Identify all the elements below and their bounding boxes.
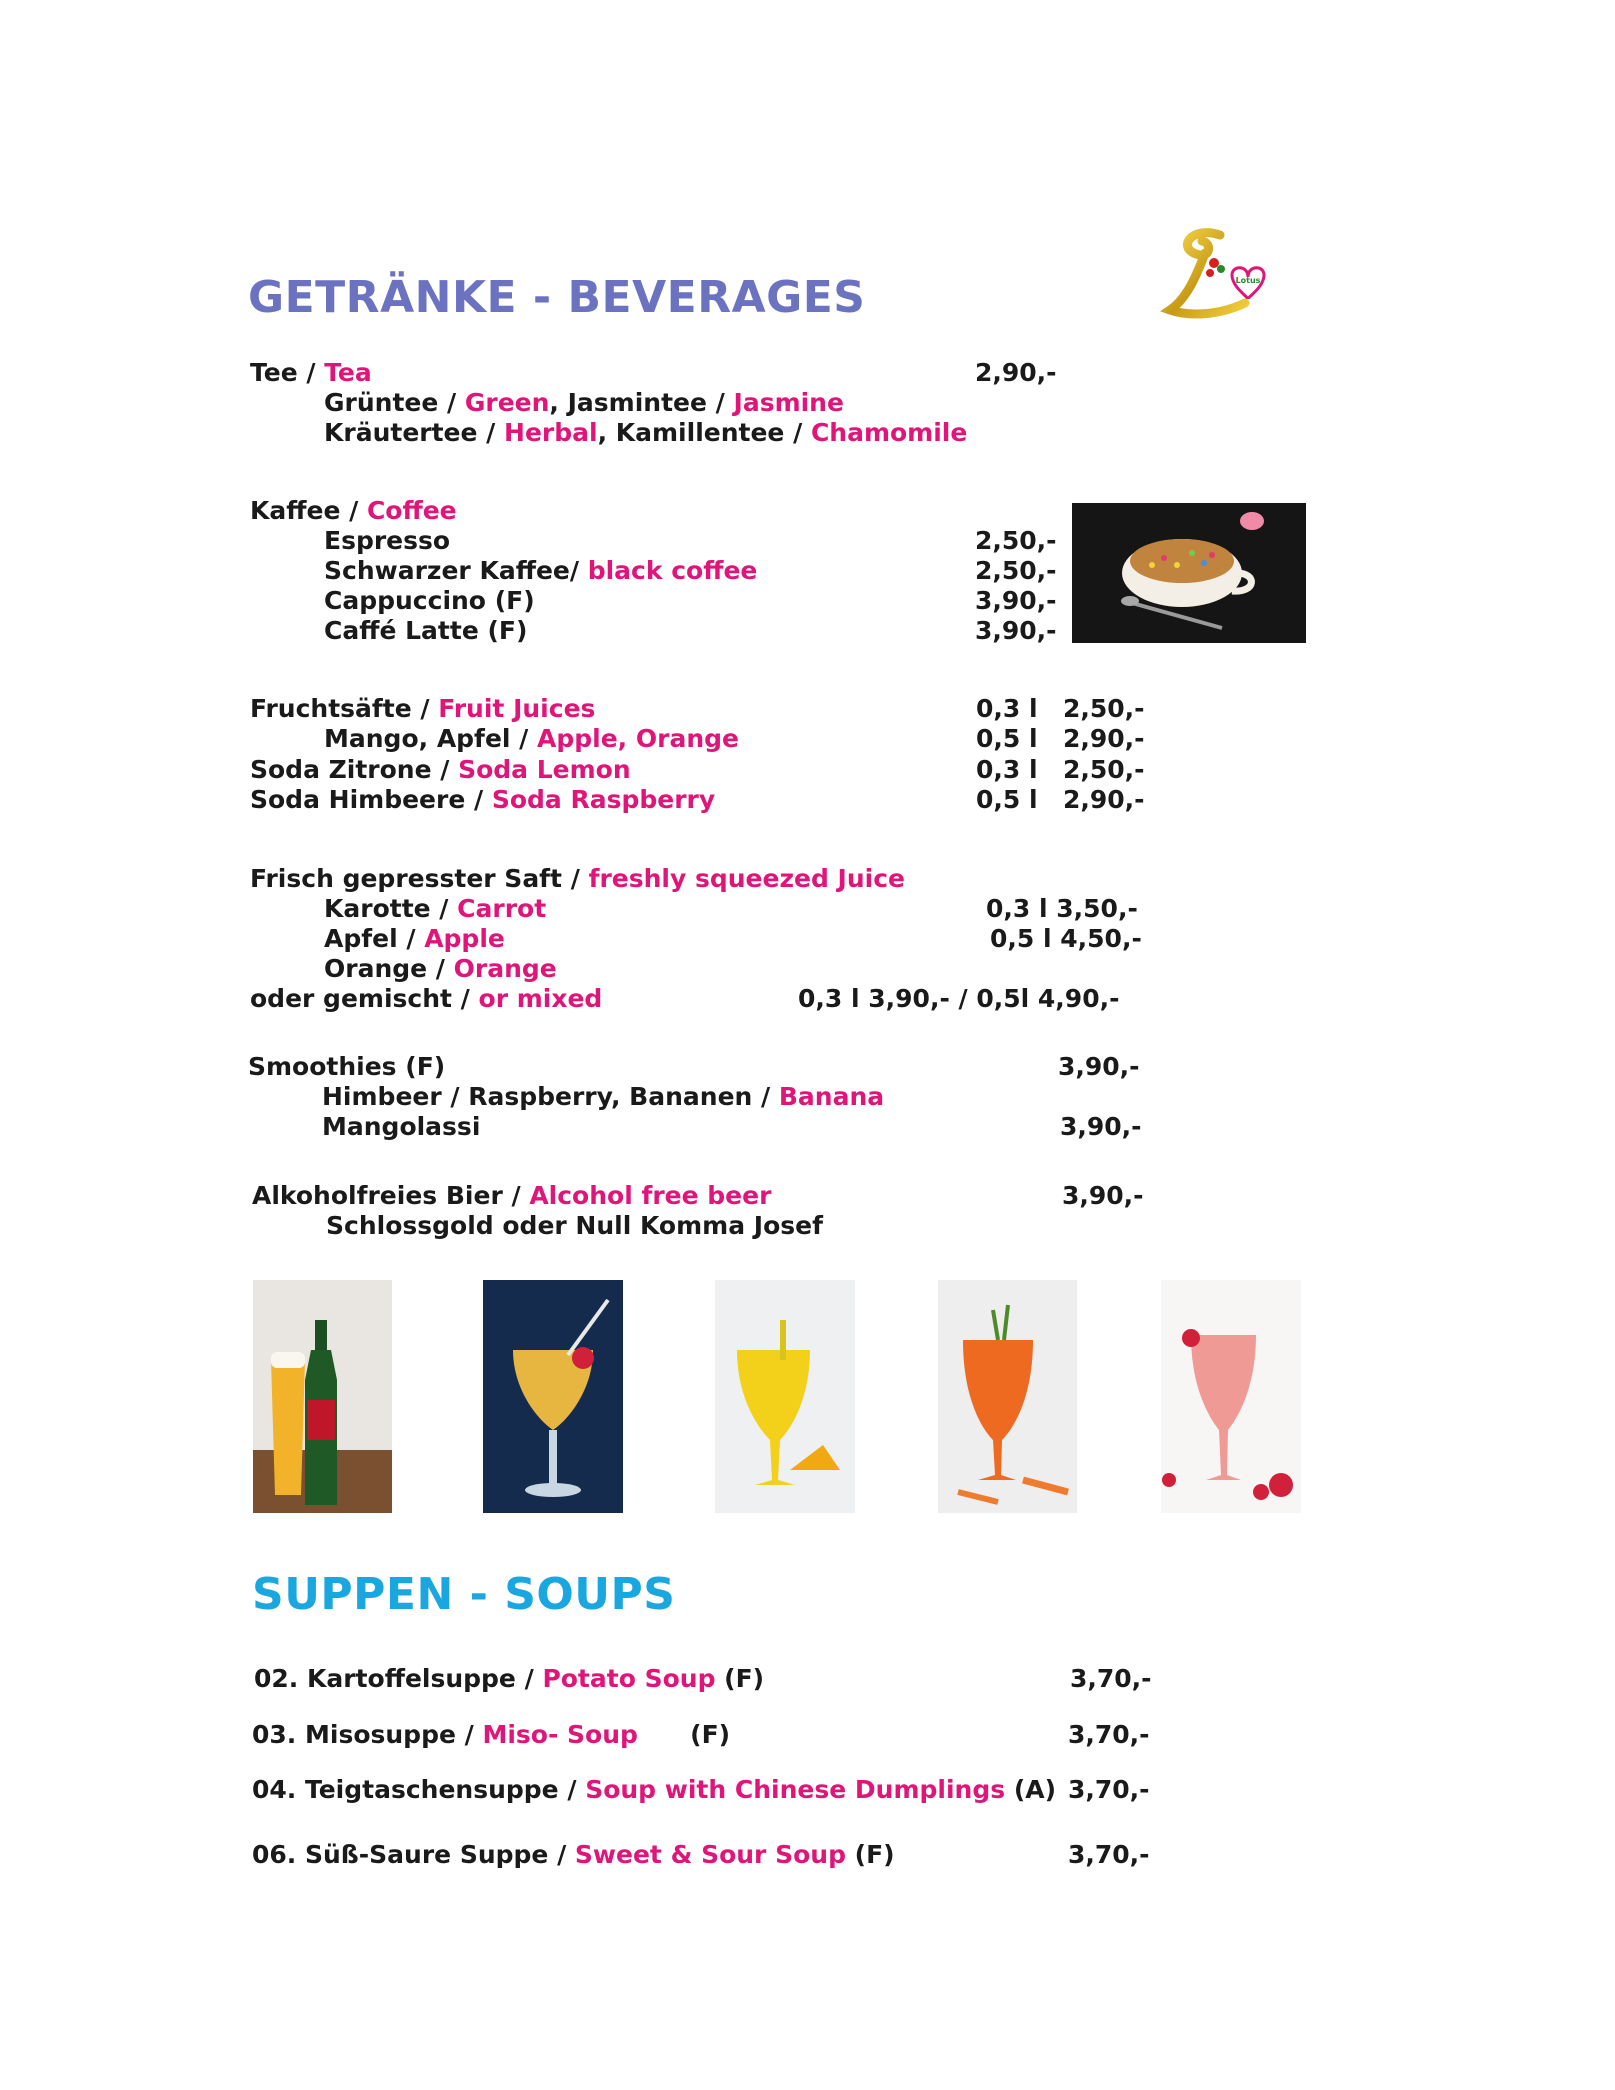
- smoothies-row: Mangolassi: [322, 1112, 481, 1141]
- coffee-item: Caffé Latte (F): [324, 616, 528, 645]
- juice-row: Mango, Apfel / Apple, Orange: [324, 724, 739, 753]
- juice-row: Fruchtsäfte / Fruit Juices: [250, 694, 596, 723]
- juice-price: 2,90,-: [1063, 785, 1145, 814]
- juice-volume: 0,3 l: [976, 755, 1038, 784]
- juice-volume: 0,3 l: [976, 694, 1038, 723]
- tea-line-1: Grüntee / Green, Jasmintee / Jasmine: [324, 388, 844, 417]
- mango-smoothie-photo: [483, 1280, 623, 1513]
- smoothies-title: Smoothies (F): [248, 1052, 446, 1081]
- strawberry-smoothie-photo: [1161, 1280, 1301, 1513]
- beer-title: Alkoholfreies Bier / Alcohol free beer: [252, 1181, 772, 1210]
- soup-item: 04. Teigtaschensuppe / Soup with Chinese Dumplings (A): [252, 1775, 1057, 1804]
- juice-price: 2,50,-: [1063, 755, 1145, 784]
- juice-price: 2,50,-: [1063, 694, 1145, 723]
- fresh-juice-row: Karotte / Carrot: [324, 894, 547, 923]
- fresh-juice-price: 0,5 l 4,50,-: [990, 924, 1142, 953]
- soup-price: 3,70,-: [1068, 1840, 1150, 1869]
- beer-sub: Schlossgold oder Null Komma Josef: [326, 1211, 823, 1240]
- soup-price: 3,70,-: [1070, 1664, 1152, 1693]
- juice-row: Soda Himbeere / Soda Raspberry: [250, 785, 716, 814]
- coffee-title: Kaffee / Coffee: [250, 496, 457, 525]
- fresh-juice-row: Orange / Orange: [324, 954, 557, 983]
- yellow-juice-photo: [715, 1280, 855, 1513]
- coffee-price: 3,90,-: [975, 586, 1057, 615]
- coffee-item: Schwarzer Kaffee/ black coffee: [324, 556, 758, 585]
- soup-item: 06. Süß-Saure Suppe / Sweet & Sour Soup (F): [252, 1840, 895, 1869]
- tea-title: Tee / Tea: [250, 358, 372, 387]
- coffee-price: 3,90,-: [975, 616, 1057, 645]
- smoothies-row: Himbeer / Raspberry, Bananen / Banana: [322, 1082, 885, 1111]
- beer-photo: [253, 1280, 392, 1513]
- carrot-juice-photo: [938, 1280, 1077, 1513]
- fresh-juice-price: 0,3 l 3,90,- / 0,5l 4,90,-: [798, 984, 1120, 1013]
- logo-text: Lotus: [1235, 276, 1261, 285]
- juice-volume: 0,5 l: [976, 724, 1038, 753]
- juice-row: Soda Zitrone / Soda Lemon: [250, 755, 631, 784]
- tea-price: 2,90,-: [975, 358, 1057, 387]
- soup-item: 02. Kartoffelsuppe / Potato Soup (F): [254, 1664, 765, 1693]
- soups-heading: SUPPEN - SOUPS: [252, 1569, 676, 1620]
- soup-item: 03. Misosuppe / Miso- Soup (F): [252, 1720, 731, 1749]
- coffee-item: Cappuccino (F): [324, 586, 535, 615]
- coffee-price: 2,50,-: [975, 556, 1057, 585]
- coffee-photo: [1072, 503, 1306, 643]
- fresh-juice-price: 0,3 l 3,50,-: [986, 894, 1138, 923]
- juice-volume: 0,5 l: [976, 785, 1038, 814]
- smoothies-price: 3,90,-: [1058, 1052, 1140, 1081]
- tea-line-2: Kräutertee / Herbal, Kamillentee / Chamomile: [324, 418, 968, 447]
- fresh-juice-row: Apfel / Apple: [324, 924, 505, 953]
- beer-price: 3,90,-: [1062, 1181, 1144, 1210]
- restaurant-logo: [1150, 225, 1290, 325]
- fresh-juice-row: oder gemischt / or mixed: [250, 984, 603, 1013]
- coffee-price: 2,50,-: [975, 526, 1057, 555]
- juice-price: 2,90,-: [1063, 724, 1145, 753]
- beverages-heading: GETRÄNKE - BEVERAGES: [248, 272, 866, 323]
- smoothies-price: 3,90,-: [1060, 1112, 1142, 1141]
- soup-price: 3,70,-: [1068, 1775, 1150, 1804]
- soup-price: 3,70,-: [1068, 1720, 1150, 1749]
- fresh-juice-title: Frisch gepresster Saft / freshly squeezed Juice: [250, 864, 906, 893]
- coffee-item: Espresso: [324, 526, 451, 555]
